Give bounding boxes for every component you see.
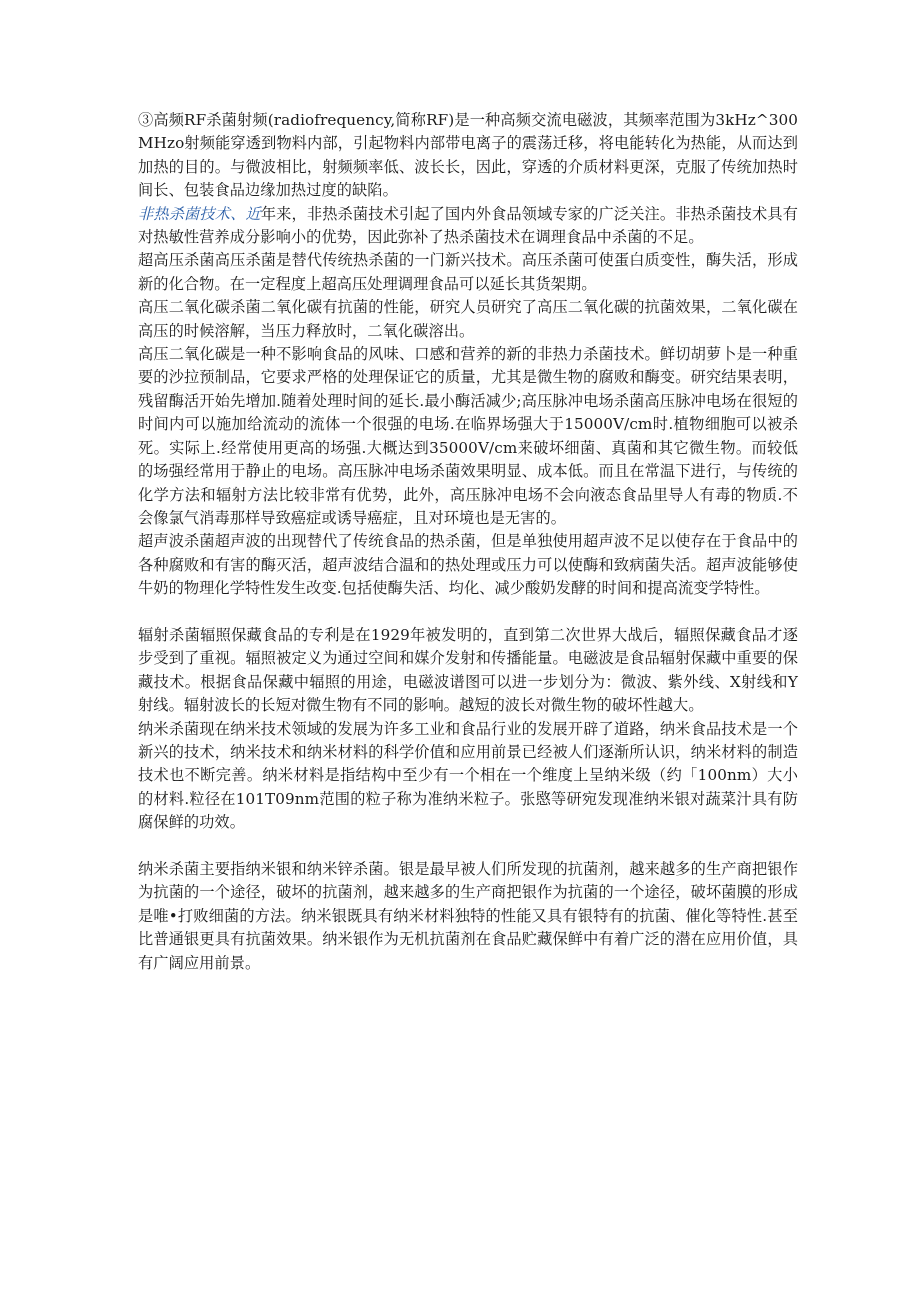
paragraph-spacer xyxy=(138,835,798,858)
paragraph-nano-sterilization-intro: 纳米杀菌现在纳米技术领域的发展为许多工业和食品行业的发展开辟了道路，纳米食品技术是一个新兴的技术，纳米技术和纳米材料的科学价值和应用前景已经被人们逐渐所认识，纳米材料的制造技术也不断完善。纳米材料是指结构中至少有一个相在一个维度上呈纳米级（约「100nm）大小的材料.粒径在101T09nm范围的粒子称为准纳米粒子。张愍等研宛发现准纳米银对蔬菜汁具有防腐保鲜的功效。 xyxy=(138,719,798,832)
paragraph-irradiation-sterilization: 辐射杀菌辐照保藏食品的专利是在1929年被发明的，直到第二次世界大战后，辐照保藏食品才逐步受到了重视。辐照被定义为通过空间和媒介发射和传播能量。电磁波是食品辐射保藏中重要的保藏技术。根据食品保藏中辐照的用途，电磁波谱图可以进一步划分为：微波、紫外线、X射线和Y射线。辐射波长的长短对微生物有不同的影响。越短的波长对微生物的破坏性越大。 xyxy=(138,625,798,715)
paragraph-spacer xyxy=(138,601,798,624)
paragraph-rf-sterilization: ③高频RF杀菌射频(radiofrequency,简称RF)是一种高频交流电磁波，其频率范围为3kHz^300MHzo射频能穿透到物料内部，引起物料内部带电离子的震荡迁移，将电能转化为热能，从而达到加热的目的。与微波相比，射频频率低、波长长，因此，穿透的介质材料更深，克服了传统加热时间长、包装食品边缘加热过度的缺陷。 xyxy=(138,111,798,200)
paragraph-non-thermal-text: 年来，非热杀菌技术引起了国内外食品领域专家的广泛关注。非热杀菌技术具有对热敏性营养成分影响小的优势，因此弥补了热杀菌技术在调理食品中杀菌的不足。 xyxy=(138,204,798,247)
paragraph-high-pressure-co2: 高压二氧化碳杀菌二氧化碳有抗菌的性能，研究人员研究了高压二氧化碳的抗菌效果，二氧化碳在高压的时候溶解，当压力释放时，二氧化碳溶出。 xyxy=(138,298,798,340)
section-heading-non-thermal: 非热杀菌技术、近 xyxy=(138,204,261,223)
paragraph-co2-and-pulsed-electric-field: 高压二氧化碳是一种不影响食品的风味、口感和营养的新的非热力杀菌技术。鲜切胡萝卜是一种重要的沙拉预制品，它要求严格的处理保证它的质量，尤其是微生物的腐败和酶变。研究结果表明，残留酶活开始先增加.随着处理时间的延长.最小酶活减少;高压脉冲电场杀菌高压脉冲电场在很短的时间内可以施加给流动的流体一个很强的电场.在临界场强大于15000V/cm时.植物细胞可以被杀死。实际上.经常使用更高的场强.大概达到35000V/cm来破坏细菌、真菌和其它微生物。而较低的场强经常用于静止的电场。高压脉冲电场杀菌效果明显、成本低。而且在常温下进行，与传统的化学方法和辐射方法比较非常有优势，此外，高压脉冲电场不会向液态食品里导人有毒的物质.不会像氯气消毒那样导致癌症或诱导癌症，且对环境也是无害的。 xyxy=(138,345,798,527)
paragraph-non-thermal-sterilization xyxy=(138,203,798,250)
paragraph-ultra-high-pressure: 超高压杀菌高压杀菌是替代传统热杀菌的一门新兴技术。高压杀菌可使蛋白质变性，酶失活，形成新的化合物。在一定程度上超高压处理调理食品可以延长其货架期。 xyxy=(138,251,798,293)
paragraph-ultrasonic-sterilization: 超声波杀菌超声波的出现替代了传统食品的热杀菌，但是单独使用超声波不足以使存在于食品中的各种腐败和有害的酶灭活，超声波结合温和的热处理或压力可以使酶和致病菌失活。超声波能够使牛奶的物理化学特性发生改变.包括使酶失活、均化、减少酸奶发酵的时间和提高流变学特性。 xyxy=(138,532,798,598)
document-body xyxy=(138,109,798,975)
paragraph-nano-silver-zinc: 纳米杀菌主要指纳米银和纳米锌杀菌。银是最早被人们所发现的抗菌剂，越来越多的生产商把银作为抗菌的一个途径，破坏的抗菌剂，越来越多的生产商把银作为抗菌的一个途径，破坏菌膜的形成是唯•打败细菌的方法。纳米银既具有纳米材料独特的性能又具有银特有的抗菌、催化等特性.甚至比普通银更具有抗菌效果。纳米银作为无机抗菌剂在食品贮藏保鲜中有着广泛的潜在应用价值，具有广阔应用前景。 xyxy=(138,859,798,972)
